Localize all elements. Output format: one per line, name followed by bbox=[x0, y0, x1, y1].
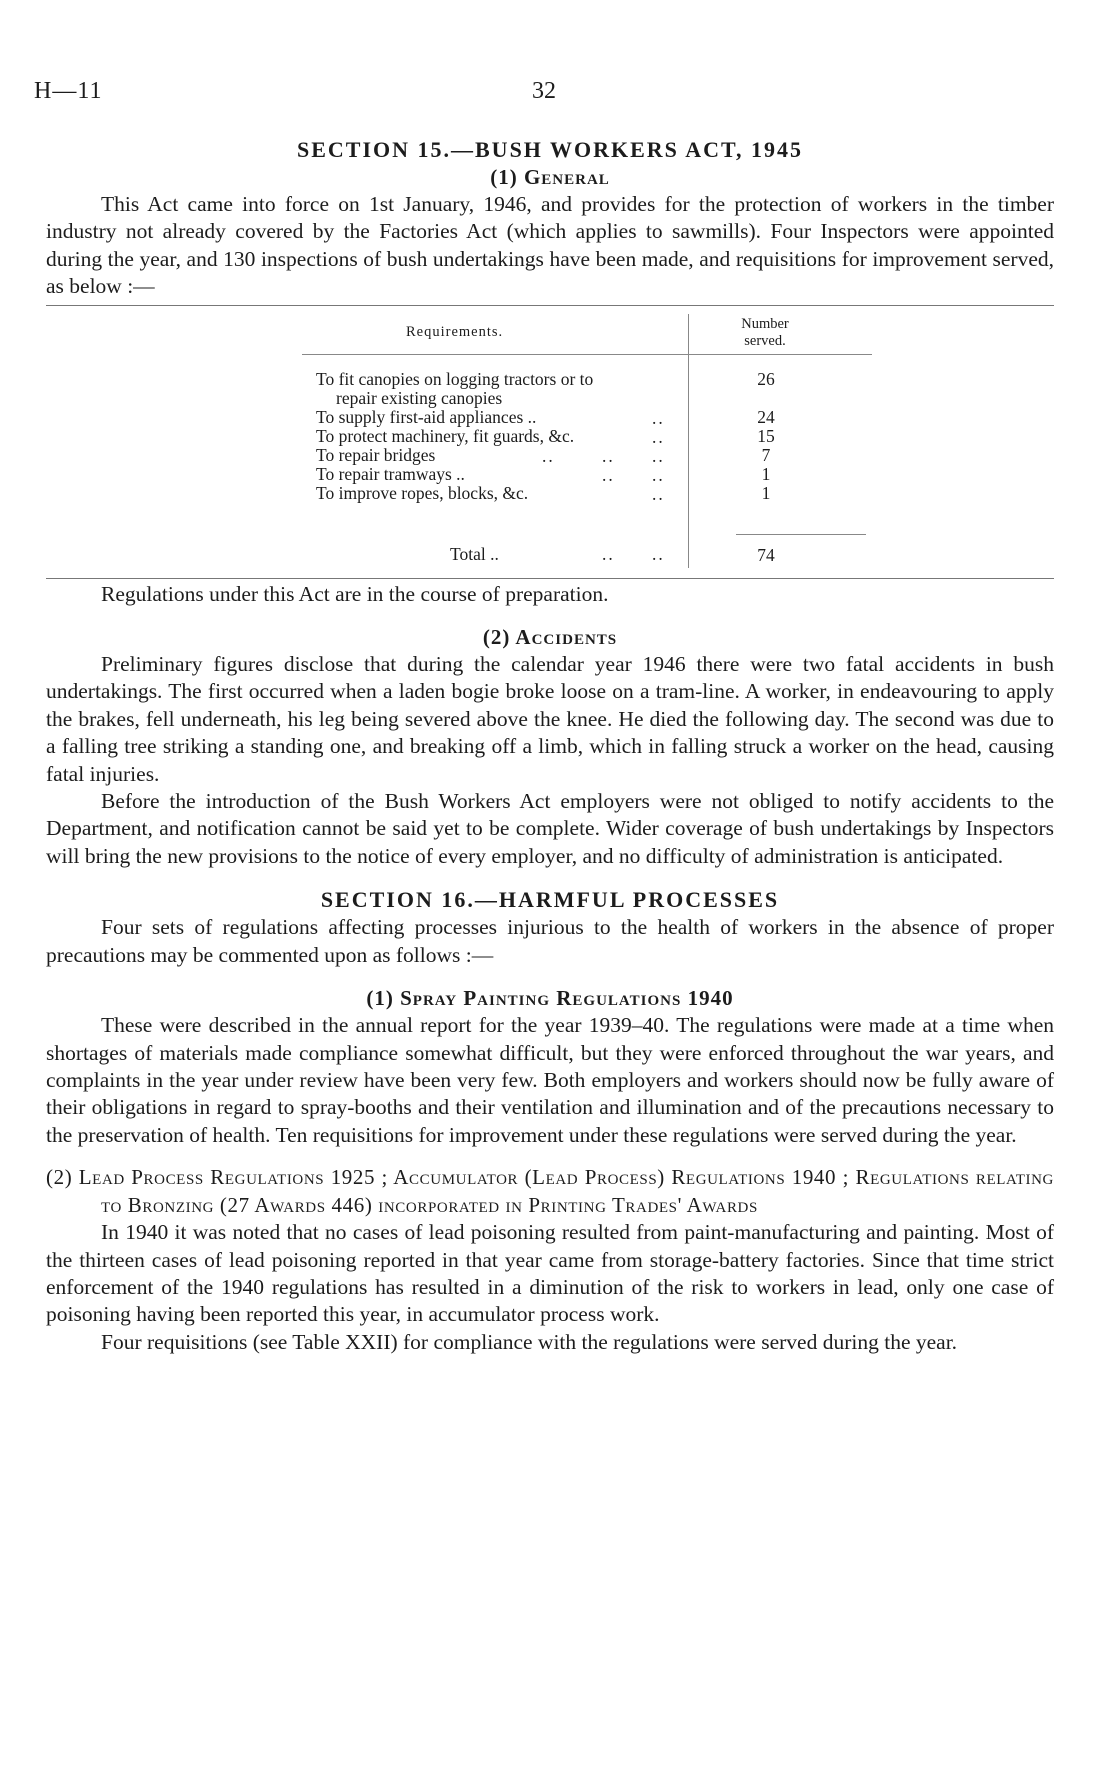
page-content bbox=[46, 136, 1054, 1356]
table-header-rule bbox=[302, 354, 872, 355]
section-15-intro: This Act came into force on 1st January, 1946, and provides for the protection of workers in the timber industry not already covered by the Factories Act (which applies to sawmills). Four Inspectors were appointed during the year, and 130 inspections of bush undertakings have been made, and requisitions for improvement served, as below :— bbox=[46, 192, 1054, 299]
leader-dots: .. bbox=[602, 543, 615, 564]
accidents-paragraph-1: Preliminary figures disclose that during the calendar year 1946 there were two fatal accidents in bush undertakings. The first occurred when a laden bogie broke loose on a tram-line. A worker, in endeavouring to apply the brakes, fell underneath, his leg being severed above the knee. He died the following day. The second was due to a falling tree striking a standing one, and breaking off a limb, which in falling struck a worker on the head, causing fatal injuries. bbox=[46, 652, 1054, 786]
accidents-paragraph-2: Before the introduction of the Bush Workers Act employers were not obliged to notify accidents to the Department, and notification cannot be said yet to be complete. Wider coverage of bush undertakings by Inspectors will bring the new provisions to the notice of every employer, and no difficulty of administration is anticipated. bbox=[46, 789, 1054, 868]
lead-process-heading: (2) Lead Process Regulations 1925 ; Accumulator (Lead Process) Regulations 1940 ; Regulations relating to Bronzing (27 Awards 446) incorporated in Printing Trades' Awards bbox=[46, 1165, 1054, 1218]
section-16-title: SECTION 16.—HARMFUL PROCESSES bbox=[320, 887, 780, 913]
spray-painting-paragraph: These were described in the annual report for the year 1939–40. The regulations were made at a time when shortages of materials made compliance somewhat difficult, but they were enforced throughout the war years, and complaints in the year under review have been very few. Both employers and workers should now be fully aware of their obligations in regard to spray-booths and their ventilation and illumination and of the precautions necessary to the preservation of health. Ten requisitions for improvement under these regulations were served during the year. bbox=[46, 1013, 1054, 1147]
table-header-requirements: Requirements. bbox=[406, 323, 504, 340]
leader-dots: .. bbox=[652, 464, 665, 485]
page-number: 32 bbox=[532, 78, 556, 104]
leader-dots: .. bbox=[652, 407, 665, 428]
page-header bbox=[34, 78, 1054, 112]
table-bottom-rule bbox=[46, 578, 1054, 579]
leader-dots: .. bbox=[652, 445, 665, 466]
table-row-label: To improve ropes, blocks, &c. bbox=[316, 482, 529, 503]
report-code: H—11 bbox=[34, 78, 103, 104]
table-row-value: 24 bbox=[757, 406, 775, 427]
total-rule bbox=[736, 534, 866, 535]
table-row-label: To fit canopies on logging tractors or to repair existing canopies bbox=[316, 368, 594, 408]
leader-dots: .. bbox=[602, 445, 615, 466]
table-row-value: 1 bbox=[761, 463, 771, 484]
table-row-value: 15 bbox=[757, 425, 775, 446]
lead-process-paragraph-1: In 1940 it was noted that no cases of lead poisoning resulted from paint-manufacturing and painting. Most of the thirteen cases of lead poisoning reported in that year came from storage-battery factories. Since that time strict enforcement of the 1940 regulations has resulted in a diminution of the risk to workers in lead, only one case of poisoning having been reported this year, in accumulator process work. bbox=[46, 1220, 1054, 1327]
spray-painting-heading: (1) Spray Painting Regulations 1940 bbox=[366, 986, 734, 1011]
accidents-heading: (2) Accidents bbox=[482, 625, 618, 650]
leader-dots: .. bbox=[602, 464, 615, 485]
table-row-value: 1 bbox=[761, 482, 771, 503]
table-row-label: To repair bridges bbox=[316, 444, 436, 465]
section-16-intro: Four sets of regulations affecting processes injurious to the health of workers in the absence of proper precautions may be commented upon as follows :— bbox=[46, 915, 1054, 967]
table-header-number-line2: served. bbox=[744, 332, 786, 349]
leader-dots: .. bbox=[652, 426, 665, 447]
leader-dots: .. bbox=[652, 483, 665, 504]
table-row-label: To protect machinery, fit guards, &c. bbox=[316, 425, 575, 446]
table-header-number-line1: Number bbox=[741, 315, 789, 332]
requirements-table bbox=[46, 306, 1054, 578]
total-value: 74 bbox=[757, 544, 775, 565]
general-heading: (1) General bbox=[490, 165, 610, 189]
section-15-title: SECTION 15.—BUSH WORKERS ACT, 1945 bbox=[296, 137, 804, 162]
table-row-value: 7 bbox=[761, 444, 771, 465]
lead-process-paragraph-2: Four requisitions (see Table XXII) for compliance with the regulations were served during the year. bbox=[101, 1329, 958, 1354]
table-row-value: 26 bbox=[757, 368, 775, 389]
table-row-label: To repair tramways .. bbox=[316, 463, 465, 484]
leader-dots: .. bbox=[542, 445, 555, 466]
table-row-label: To supply first-aid appliances .. bbox=[316, 406, 537, 427]
total-label: Total .. bbox=[450, 543, 499, 564]
leader-dots: .. bbox=[652, 543, 665, 564]
regulations-note: Regulations under this Act are in the course of preparation. bbox=[101, 581, 609, 606]
table-header-number bbox=[730, 316, 800, 350]
